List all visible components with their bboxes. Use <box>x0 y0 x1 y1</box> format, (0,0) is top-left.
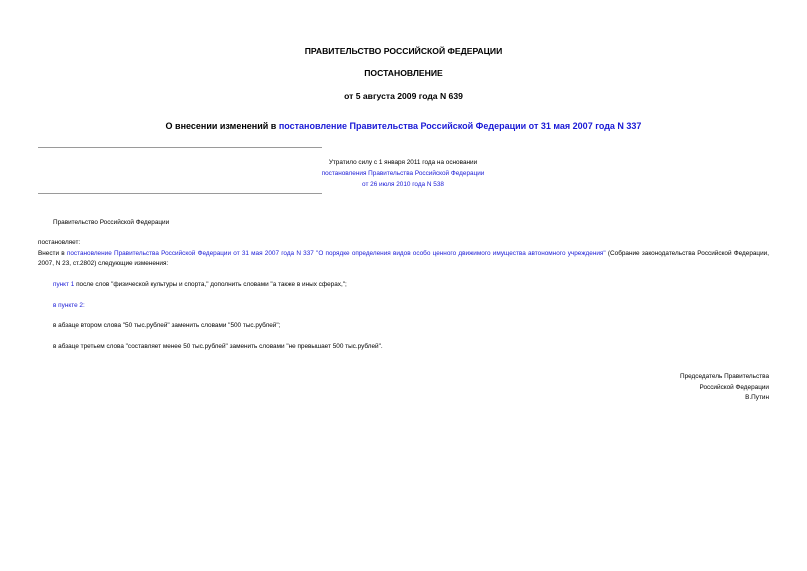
item1-link[interactable]: пункт 1 <box>53 281 75 288</box>
resolves-paragraph: постановляет: <box>38 239 81 246</box>
repeal-note-link-1[interactable]: постановления Правительства Российской Федерации <box>321 170 485 177</box>
repeal-note-link-2[interactable]: от 26 июля 2010 года N 538 <box>362 181 444 188</box>
change-item-3: в абзаце втором слова "50 тыс.рублей" заменить словами "500 тыс.рублей"; <box>53 322 281 329</box>
change-item-2 <box>53 301 85 311</box>
government-paragraph: Правительство Российской Федерации <box>53 219 170 226</box>
intro-link[interactable]: постановление Правительства Российской Федерации от 31 мая 2007 года N 337 "О порядке определения видов особо ценного движимого имущества автономного учреждения" <box>66 250 606 257</box>
document-title <box>0 121 807 131</box>
item2-link[interactable]: пункте 2 <box>58 302 83 309</box>
document-type-heading: ПОСТАНОВЛЕНИЕ <box>364 68 443 78</box>
intro-suffix: (Собрание законодательства Российской Федерации, 2007, N 23, ст.2802) следующие изменения: <box>38 250 770 267</box>
item2-suffix: : <box>82 302 85 309</box>
intro-prefix: Внести в <box>38 250 67 257</box>
document-date-heading: от 5 августа 2009 года N 639 <box>344 91 463 101</box>
signature-block <box>680 372 769 404</box>
repeal-note-line1: Утратило силу с 1 января 2011 года на основании <box>328 159 478 166</box>
divider-bottom <box>38 193 322 194</box>
title-link[interactable]: постановление Правительства Российской Федерации от 31 мая 2007 года N 337 <box>278 121 642 131</box>
item1-text: после слов "физической культуры и спорта," дополнить словами "а также в иных сферах,"; <box>74 281 347 288</box>
divider-top <box>38 147 322 148</box>
change-item-4: в абзаце третьем слова "составляет менее 50 тыс.рублей" заменить словами "не превышает 500 тыс.рублей". <box>53 343 383 350</box>
organization-heading: ПРАВИТЕЛЬСТВО РОССИЙСКОЙ ФЕДЕРАЦИИ <box>304 46 503 56</box>
signature-name: В.Путин <box>745 394 769 401</box>
change-item-1 <box>53 280 347 290</box>
title-prefix: О внесении изменений в <box>165 121 279 131</box>
repeal-note <box>300 157 506 190</box>
item2-prefix: в <box>53 302 59 309</box>
signature-line2: Российской Федерации <box>699 383 769 391</box>
signature-line1: Председатель Правительства <box>680 373 769 380</box>
intro-paragraph <box>38 249 769 269</box>
